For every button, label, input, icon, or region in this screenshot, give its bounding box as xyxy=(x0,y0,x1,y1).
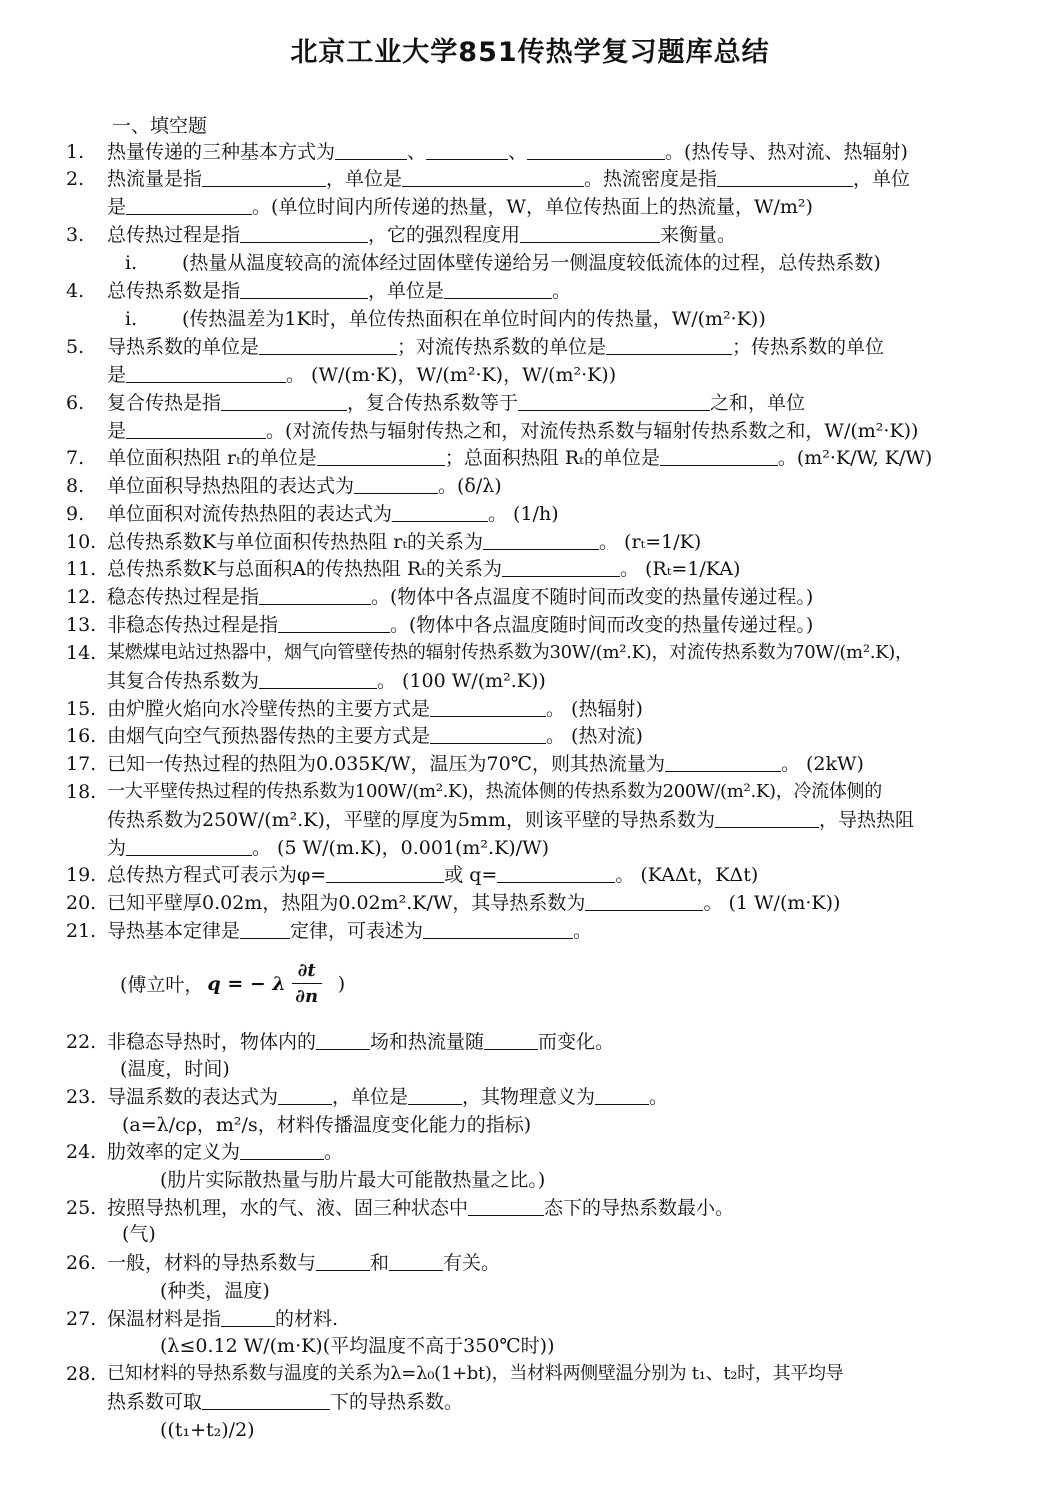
question-9: 单位面积对流传热热阻的表达式为 。 (1/h) xyxy=(107,503,559,525)
question-5: 导热系数的单位是 ；对流传热系数的单位是 ；传热系数的单位 xyxy=(107,336,885,358)
question-16: 由烟气向空气预热器传热的主要方式是 。 (热对流) xyxy=(107,725,643,747)
question-10: 总传热系数K与单位面积传热热阻 rₜ的关系为 。 (rₜ=1/K) xyxy=(107,531,702,553)
question-number: 8. xyxy=(66,475,85,497)
page-title: 北京工业大学851传热学复习题库总结 xyxy=(290,37,770,68)
question-number: 12. xyxy=(66,586,97,608)
question-20: 已知平壁厚0.02m，热阻为0.02m².K/W，其导热系数为 。 (1 W/(m·K)) xyxy=(107,892,841,914)
question-number: 9. xyxy=(66,503,85,525)
question-11: 总传热系数K与总面积A的传热热阻 Rₜ的关系为 。 (Rₜ=1/KA) xyxy=(107,558,741,580)
question-18-cont2: 为 。 (5 W/(m.K)，0.001(m².K)/W) xyxy=(107,837,550,859)
section-heading: 一、填空题 xyxy=(112,115,208,137)
question-7: 单位面积热阻 rₜ的单位是 ；总面积热阻 Rₜ的单位是 。(m²·K/W, K/W) xyxy=(107,447,933,469)
fraction: $\frac{\partial t}{\partial n}$ xyxy=(292,960,322,1007)
question-number: 21. xyxy=(66,920,97,942)
question-12: 稳态传热过程是指 。(物体中各点温度不随时间而改变的热量传递过程。) xyxy=(107,586,814,608)
question-14-cont: 其复合传热系数为 。 (100 W/(m².K)) xyxy=(107,670,546,692)
answer: (λ≤0.12 W/(m·K)(平均温度不高于350℃时)) xyxy=(160,1335,555,1357)
question-number: 10. xyxy=(66,531,97,553)
question-number: 13. xyxy=(66,614,97,636)
question-number: 20. xyxy=(66,892,97,914)
question-5-cont: 是 。 (W/(m·K)，W/(m²·K)，W/(m²·K)) xyxy=(107,364,617,386)
question-number: 1. xyxy=(66,141,85,163)
sub-label: i. xyxy=(125,252,138,274)
question-28: 已知材料的导热系数与温度的关系为λ=λ₀(1+bt)，当材料两侧壁温分别为 t₁、t₂时，其平均导 xyxy=(107,1363,844,1384)
question-number: 4. xyxy=(66,280,85,302)
question-13: 非稳态传热过程是指 。(物体中各点温度随时间而改变的热量传递过程。) xyxy=(107,614,814,636)
question-number: 17. xyxy=(66,753,97,775)
question-21: 导热基本定律是 定律，可表述为 。 xyxy=(107,920,593,942)
question-6-cont: 是 。(对流传热与辐射传热之和，对流传热系数与辐射传热系数之和，W/(m²·K)) xyxy=(107,420,919,442)
question-number: 22. xyxy=(66,1031,97,1053)
answer: ((t₁+t₂)/2) xyxy=(160,1419,255,1441)
answer: (种类，温度) xyxy=(160,1280,270,1302)
question-1: 热量传递的三种基本方式为 、 、 。(热传导、热对流、热辐射) xyxy=(107,141,908,163)
question-27: 保温材料是指 的材料. xyxy=(107,1308,339,1330)
question-number: 18. xyxy=(66,781,97,803)
question-8: 单位面积导热热阻的表达式为 。(δ/λ) xyxy=(107,475,502,497)
question-3: 总传热过程是指 ，它的强烈程度用 来衡量。 xyxy=(107,224,737,246)
question-22: 非稳态导热时，物体内的 场和热流量随 而变化。 xyxy=(107,1031,615,1053)
question-6: 复合传热是指 ，复合传热系数等于 之和，单位 xyxy=(107,392,806,414)
sub-label: i. xyxy=(125,308,138,330)
answer: (气) xyxy=(122,1223,156,1245)
question-19: 总传热方程式可表示为φ= 或 q= 。 (KAΔt，KΔt) xyxy=(107,864,759,886)
question-2: 热流量是指 ，单位是 。热流密度是指 ，单位 xyxy=(107,168,911,190)
answer: (传热温差为1K时，单位传热面积在单位时间内的传热量，W/(m²·K)) xyxy=(182,308,766,330)
question-15: 由炉膛火焰向水冷壁传热的主要方式是 。 (热辐射) xyxy=(107,698,643,720)
question-26: 一般，材料的导热系数与 和 有关。 xyxy=(107,1252,501,1274)
question-24: 肋效率的定义为 。 xyxy=(107,1141,344,1163)
question-number: 15. xyxy=(66,698,97,720)
fourier-formula: (傅立叶， q = − λ $\frac{\partial t}{\partial n}$ ) xyxy=(120,960,346,1007)
answer: (a=λ/cρ，m²/s，材料传播温度变化能力的指标) xyxy=(122,1114,532,1136)
question-number: 11. xyxy=(66,558,97,580)
question-2-cont: 是 。(单位时间内所传递的热量，W，单位传热面上的热流量，W/m²) xyxy=(107,196,813,218)
question-number: 6. xyxy=(66,392,85,414)
answer: (热量从温度较高的流体经过固体壁传递给另一侧温度较低流体的过程，总传热系数) xyxy=(182,252,881,274)
question-25: 按照导热机理，水的气、液、固三种状态中 态下的导热系数最小。 xyxy=(107,1197,735,1219)
answer: (温度，时间) xyxy=(120,1058,230,1080)
question-4: 总传热系数是指 ，单位是 。 xyxy=(107,280,572,302)
question-23: 导温系数的表达式为 ，单位是 ，其物理意义为 。 xyxy=(107,1086,669,1108)
question-14: 某燃煤电站过热器中，烟气向管壁传热的辐射传热系数为30W/(m².K)，对流传热系数为70W/(m².K)， xyxy=(107,642,913,663)
question-number: 28. xyxy=(66,1363,97,1385)
question-number: 25. xyxy=(66,1197,97,1219)
question-number: 7. xyxy=(66,447,85,469)
question-18: 一大平壁传热过程的传热系数为100W/(m².K)，热流体侧的传热系数为200W/(m².K)，冷流体侧的 xyxy=(107,781,882,802)
question-number: 24. xyxy=(66,1141,97,1163)
question-number: 14. xyxy=(66,642,97,664)
answer: (肋片实际散热量与肋片最大可能散热量之比。) xyxy=(160,1169,546,1191)
question-number: 5. xyxy=(66,336,85,358)
question-number: 19. xyxy=(66,864,97,886)
question-number: 2. xyxy=(66,168,85,190)
question-number: 27. xyxy=(66,1308,97,1330)
question-number: 3. xyxy=(66,224,85,246)
question-number: 23. xyxy=(66,1086,97,1108)
question-number: 26. xyxy=(66,1252,97,1274)
question-28-cont: 热系数可取 下的导热系数。 xyxy=(107,1391,464,1413)
question-17: 已知一传热过程的热阻为0.035K/W，温压为70℃，则其热流量为 。 (2kW) xyxy=(107,753,864,775)
question-18-cont: 传热系数为250W/(m².K)，平壁的厚度为5mm，则该平壁的导热系数为 ，导热热阻 xyxy=(107,809,915,831)
question-number: 16. xyxy=(66,725,97,747)
